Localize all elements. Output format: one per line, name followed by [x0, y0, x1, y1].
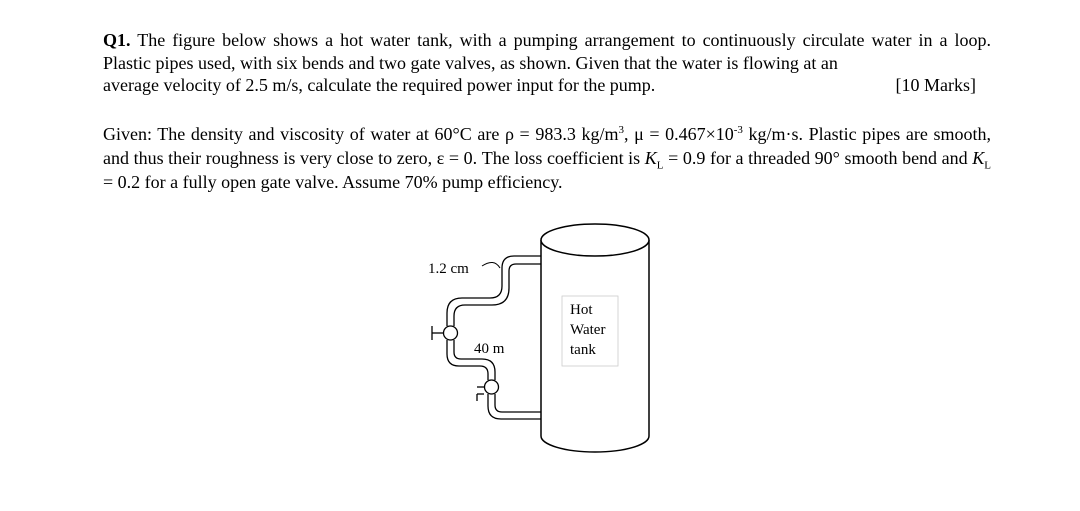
viscosity-exponent: -3	[733, 124, 743, 136]
question-text-part2: average velocity of 2.5 m/s, calculate the required power input for the pump.	[103, 75, 656, 95]
loss-coefficient-subscript-2: L	[984, 159, 991, 172]
given-block	[103, 122, 991, 194]
pipe-loop	[447, 256, 541, 419]
density-unit-exponent: 3	[618, 124, 624, 136]
question-last-line	[103, 74, 976, 97]
marks-label: [10 Marks]	[895, 75, 976, 95]
question-block	[103, 29, 991, 97]
question-text-part1: The figure below shows a hot water tank, with a pumping arrangement to continuously circulate water in a loop. Plastic pipes used, with six bends and two gate valves, as shown. Given that the water is flowing at an	[103, 30, 991, 73]
loss-coefficient-symbol-1: K	[644, 148, 657, 168]
tank-label-line1: Hot	[570, 302, 593, 318]
loss-coefficient-subscript-1: L	[656, 159, 664, 172]
tank-label-line2: Water	[570, 322, 606, 338]
tank-label-line3: tank	[570, 342, 596, 358]
pipe-length-label: 40 m	[474, 341, 505, 357]
given-text-3: kg/m·s. Plastic pipes are smooth, and thus their roughness is very close to zero, ε = 0. The loss coefficient is	[103, 124, 992, 168]
given-text-5: = 0.2 for a fully open gate valve. Assume 70% pump efficiency.	[103, 172, 563, 192]
given-text-2: , μ = 0.467×10	[623, 124, 734, 144]
question-number: Q1.	[103, 30, 131, 50]
gate-valve-upper	[432, 326, 458, 340]
given-text-1: Given: The density and viscosity of water at 60°C are ρ = 983.3 kg/m	[103, 124, 619, 144]
given-text-4: = 0.9 for a threaded 90° smooth bend and	[663, 148, 973, 168]
loss-coefficient-symbol-2: K	[972, 148, 985, 168]
pipe-diameter-label: 1.2 cm	[428, 261, 469, 277]
tank-pump-diagram	[410, 208, 660, 468]
diameter-leader-line	[482, 262, 500, 268]
